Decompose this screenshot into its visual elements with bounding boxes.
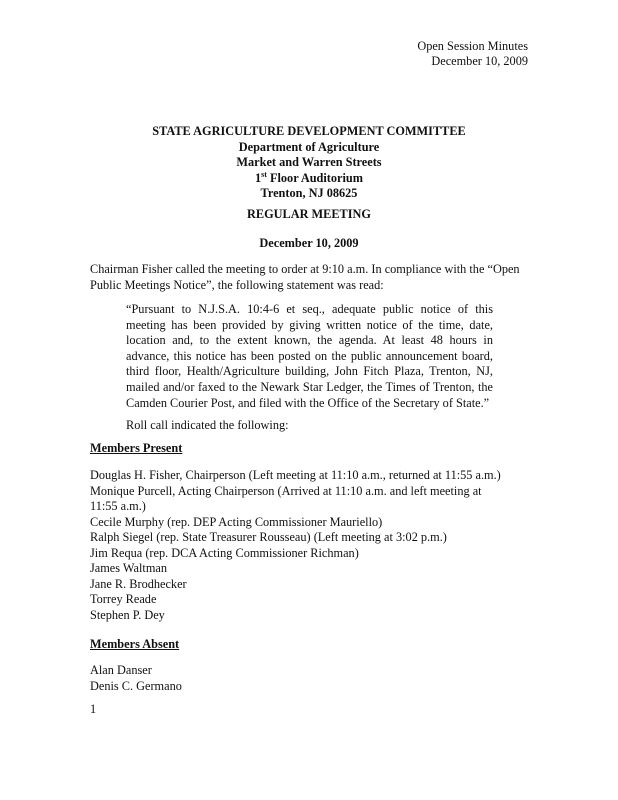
committee-name: STATE AGRICULTURE DEVELOPMENT COMMITTEE [152, 124, 466, 138]
list-item: Stephen P. Dey [90, 607, 165, 622]
members-present-heading: Members Present [90, 441, 183, 455]
city-line: Trenton, NJ 08625 [260, 186, 358, 201]
meeting-date: December 10, 2009 [259, 236, 359, 250]
street-address: Market and Warren Streets [236, 155, 382, 170]
header-date: December 10, 2009 [431, 54, 528, 68]
list-item: Torrey Reade [90, 592, 157, 606]
rollcall-line: Roll call indicated the following: [126, 418, 289, 432]
members-present-list [90, 468, 510, 623]
committee-block [0, 124, 618, 202]
list-item: James Waltman [90, 561, 167, 575]
members-absent-list [90, 663, 510, 694]
floor-location [0, 171, 618, 187]
list-item: Alan Danser [90, 663, 152, 677]
floor-suffix: st [261, 169, 267, 179]
list-item: Douglas H. Fisher, Chairperson (Left meeting at 11:10 a.m., returned at 11:55 a.m.) [90, 468, 501, 482]
public-notice-quote: “Pursuant to N.J.S.A. 10:4-6 et seq., adequate public notice of this meeting has been provided by giving written notice of the time, date, location and, to the extent known, the agenda. At least 48 hours in advance, this notice has been posted on the public announcement board, third floor, Health/Agriculture building, John Fitch Plaza, Trenton, NJ, mailed and/or faxed to the Newark Star Ledger, the Times of Trenton, the Camden Courier Post, and filed with the Office of the Secretary of State.” [126, 302, 493, 410]
list-item: Monique Purcell, Acting Chairperson (Arrived at 11:10 a.m. and left meeting at 11:55 a.m.) [90, 483, 482, 513]
meeting-type: REGULAR MEETING [246, 207, 371, 221]
floor-number: 1 [254, 170, 262, 185]
running-header [417, 39, 528, 69]
page-number: 1 [90, 702, 97, 716]
list-item: Ralph Siegel (rep. State Treasurer Rousseau) (Left meeting at 3:02 p.m.) [90, 530, 447, 544]
department-name: Department of Agriculture [238, 139, 380, 154]
list-item: Jane R. Brodhecker [90, 576, 187, 591]
floor-rest: Floor Auditorium [266, 170, 364, 185]
header-title: Open Session Minutes [417, 39, 528, 53]
list-item: Denis C. Germano [90, 678, 182, 693]
list-item: Cecile Murphy (rep. DEP Acting Commissioner Mauriello) [90, 514, 383, 529]
members-absent-heading: Members Absent [90, 637, 180, 651]
intro-paragraph: Chairman Fisher called the meeting to order at 9:10 a.m. In compliance with the “Open Public Meetings Notice”, the following statement was read: [90, 262, 520, 292]
list-item: Jim Requa (rep. DCA Acting Commissioner Richman) [90, 545, 359, 560]
